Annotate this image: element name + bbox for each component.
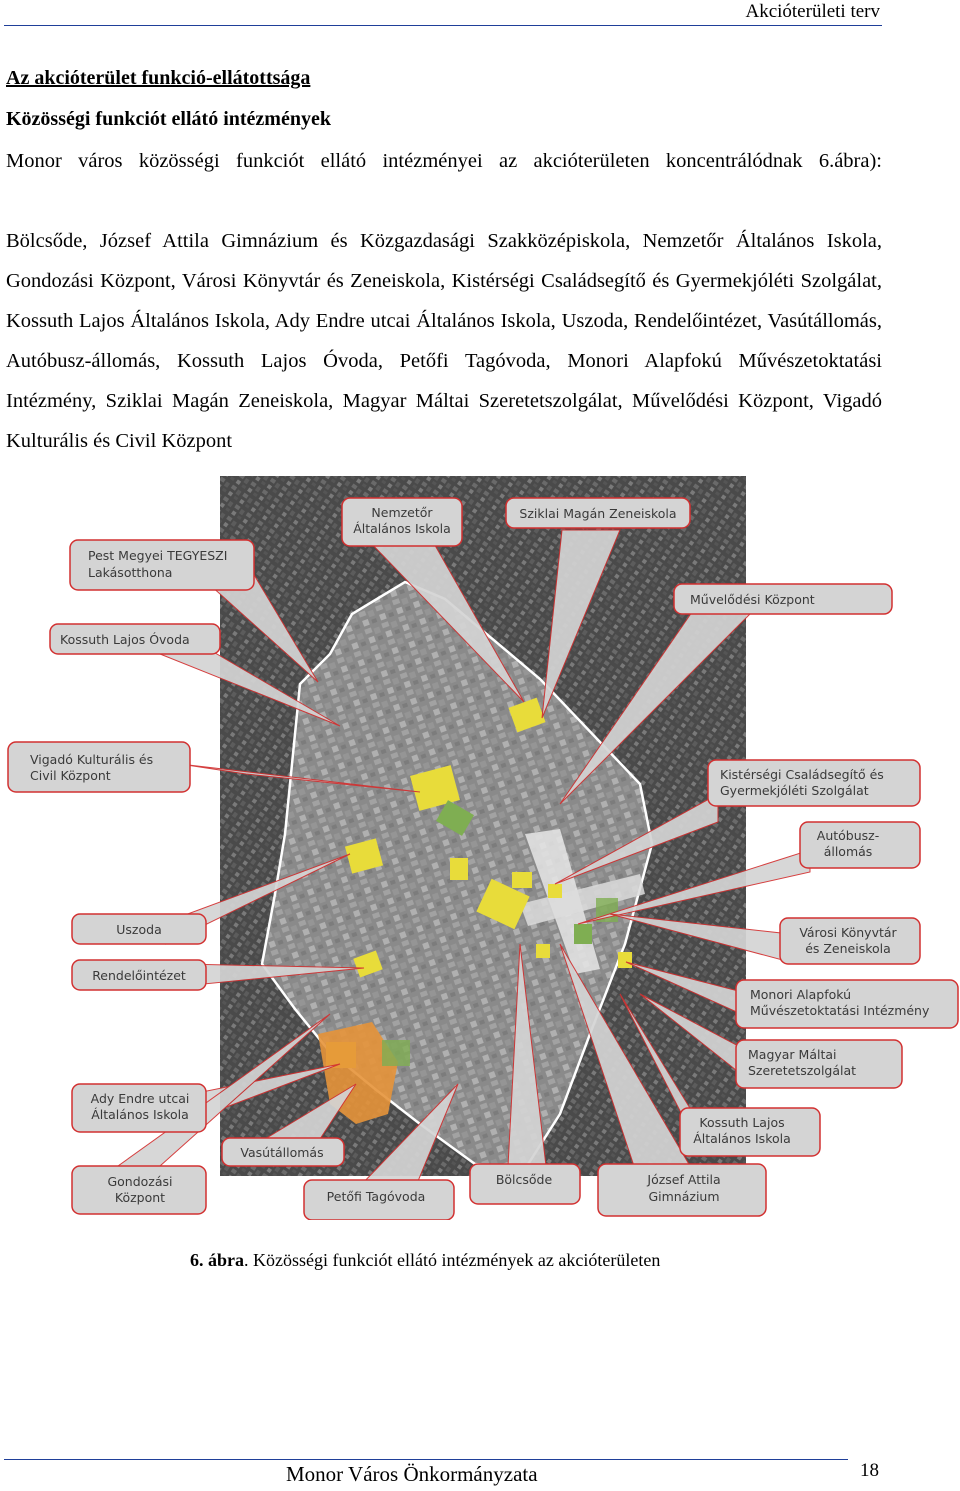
svg-text:Lakásotthona (88, 565, 172, 580)
svg-text:Civil Központ (30, 768, 111, 783)
svg-text:Művészetoktatási Intézmény (750, 1003, 930, 1018)
svg-text:Vasútállomás (240, 1145, 323, 1160)
label-nemzetor-2: Általános Iskola (353, 521, 451, 536)
svg-text:és Zeneiskola (805, 941, 891, 956)
label-maltai-2: Szeretetszolgálat (748, 1063, 857, 1078)
figure-caption-label: 6. ábra (190, 1250, 244, 1270)
svg-text:Kossuth Lajos (699, 1115, 784, 1130)
label-jozsef-2: Gimnázium (648, 1189, 720, 1204)
svg-text:Pest Megyei TEGYESZI (88, 548, 227, 563)
footer-rule (4, 1459, 848, 1460)
label-konyvtar-1: Városi Könyvtár (799, 925, 897, 940)
label-petofi: Petőfi Tagóvoda (326, 1189, 426, 1204)
svg-text:Autóbusz- (817, 828, 879, 843)
svg-text:Általános Iskola (353, 521, 451, 536)
svg-text:Művelődési Központ (690, 592, 815, 607)
footer-text: Monor Város Önkormányzata (286, 1462, 538, 1486)
svg-text:József Attila (646, 1172, 720, 1187)
label-muveszet-2: Művészetoktatási Intézmény (750, 1003, 930, 1018)
svg-text:Rendelőintézet (92, 968, 186, 983)
label-kossuth-ovoda: Kossuth Lajos Óvoda (60, 632, 190, 647)
svg-text:Bölcsőde (496, 1172, 553, 1187)
map-svg (0, 474, 960, 1220)
svg-text:Magyar Máltai (748, 1047, 837, 1062)
svg-text:Petőfi Tagóvoda (327, 1189, 426, 1204)
svg-text:Sziklai Magán Zeneiskola (519, 506, 676, 521)
svg-text:Uszoda (116, 922, 161, 937)
svg-text:Nemzetőr (371, 505, 433, 520)
svg-text:Központ (115, 1190, 165, 1205)
institutions-paragraph: Bölcsőde, József Attila Gimnázium és Közgazdasági Szakközépiskola, Nemzetőr Általános Iskola, Gondozási Központ, Városi Könyvtár és Zeneiskola, Kistérségi Családsegítő és Gyermekjóléti Szolgálat, Kossuth Lajos Általános Iskola, Ady Endre utcai Általános Iskola, Uszoda, Rendelőintézet, Vasútállomás, Autóbusz-állomás, Kossuth Lajos Óvoda, Petőfi Tagóvoda, Monori Alapfokú Művészetoktatási Intézmény, Sziklai Magán Zeneiskola, Magyar Máltai Szeretetszolgálat, Művelődési Központ, Vigadó Kulturális és Civil Központ (6, 230, 882, 452)
svg-text:Monori Alapfokú (750, 987, 851, 1002)
label-muveszet-1: Monori Alapfokú (750, 987, 852, 1002)
svg-text:Gondozási (107, 1174, 172, 1189)
label-bolcsode: Bölcsőde (495, 1172, 553, 1187)
svg-text:Gimnázium (648, 1189, 719, 1204)
label-kisterseg-2: Gyermekjóléti Szolgálat (720, 783, 869, 798)
label-kossuth-iskola-2: Általános Iskola (693, 1131, 791, 1146)
label-gondozasi-1: Gondozási (107, 1174, 173, 1189)
label-ady-1: Ady Endre utcai (90, 1091, 190, 1106)
svg-text:Gyermekjóléti Szolgálat (720, 783, 869, 798)
header-rule (4, 25, 882, 26)
svg-text:Általános Iskola (693, 1131, 791, 1146)
label-gondozasi-2: Központ (114, 1190, 166, 1205)
intro-paragraph: Monor város közösségi funkciót ellátó intézményei az akcióterületen koncentrálódnak 6.ábra): (6, 150, 882, 172)
label-kisterseg-1: Kistérségi Családsegítő és (720, 767, 884, 782)
label-autobusz-2: állomás (823, 844, 873, 859)
label-ady-2: Általános Iskola (91, 1107, 189, 1122)
label-konyvtar-2: és Zeneiskola (805, 941, 891, 956)
label-kossuth-iskola-1: Kossuth Lajos (699, 1115, 785, 1130)
label-maltai-1: Magyar Máltai (748, 1047, 837, 1062)
label-jozsef-1: József Attila (647, 1172, 721, 1187)
label-tegyeszi-1: Pest Megyei TEGYESZI (88, 548, 228, 563)
svg-text:Ady Endre utcai (91, 1091, 190, 1106)
svg-text:Kossuth Lajos Óvoda (60, 632, 190, 647)
header-title: Akcióterületi terv (745, 1, 880, 22)
svg-text:Szeretetszolgálat (748, 1063, 856, 1078)
figure-caption-text: . Közösségi funkciót ellátó intézmények az akcióterületen (244, 1250, 661, 1270)
page-number: 18 (860, 1460, 879, 1481)
label-sziklai: Sziklai Magán Zeneiskola (519, 506, 677, 521)
figure-caption (190, 1250, 660, 1271)
section-heading: Az akcióterület funkció-ellátottsága (6, 67, 311, 89)
label-muvelodesi: Művelődési Központ (690, 592, 815, 607)
label-uszoda: Uszoda (116, 922, 162, 937)
svg-text:Városi Könyvtár (799, 925, 897, 940)
svg-text:állomás (824, 844, 873, 859)
label-nemzetor-1: Nemzetőr (371, 505, 433, 520)
svg-text:Általános Iskola (91, 1107, 189, 1122)
map-figure (0, 474, 960, 1220)
callout-vigado (8, 742, 190, 792)
subsection-heading: Közösségi funkciót ellátó intézmények (6, 108, 331, 130)
label-tegyeszi-2: Lakásotthona (88, 565, 173, 580)
label-vasut: Vasútállomás (240, 1145, 324, 1160)
label-vigado-2: Civil Központ (30, 768, 111, 783)
label-rendelo: Rendelőintézet (92, 968, 186, 983)
svg-text:Kistérségi Családsegítő és (720, 767, 884, 782)
label-autobusz-1: Autóbusz- (816, 828, 880, 843)
svg-text:Vigadó Kulturális és (30, 752, 153, 767)
label-vigado-1: Vigadó Kulturális és (30, 752, 154, 767)
